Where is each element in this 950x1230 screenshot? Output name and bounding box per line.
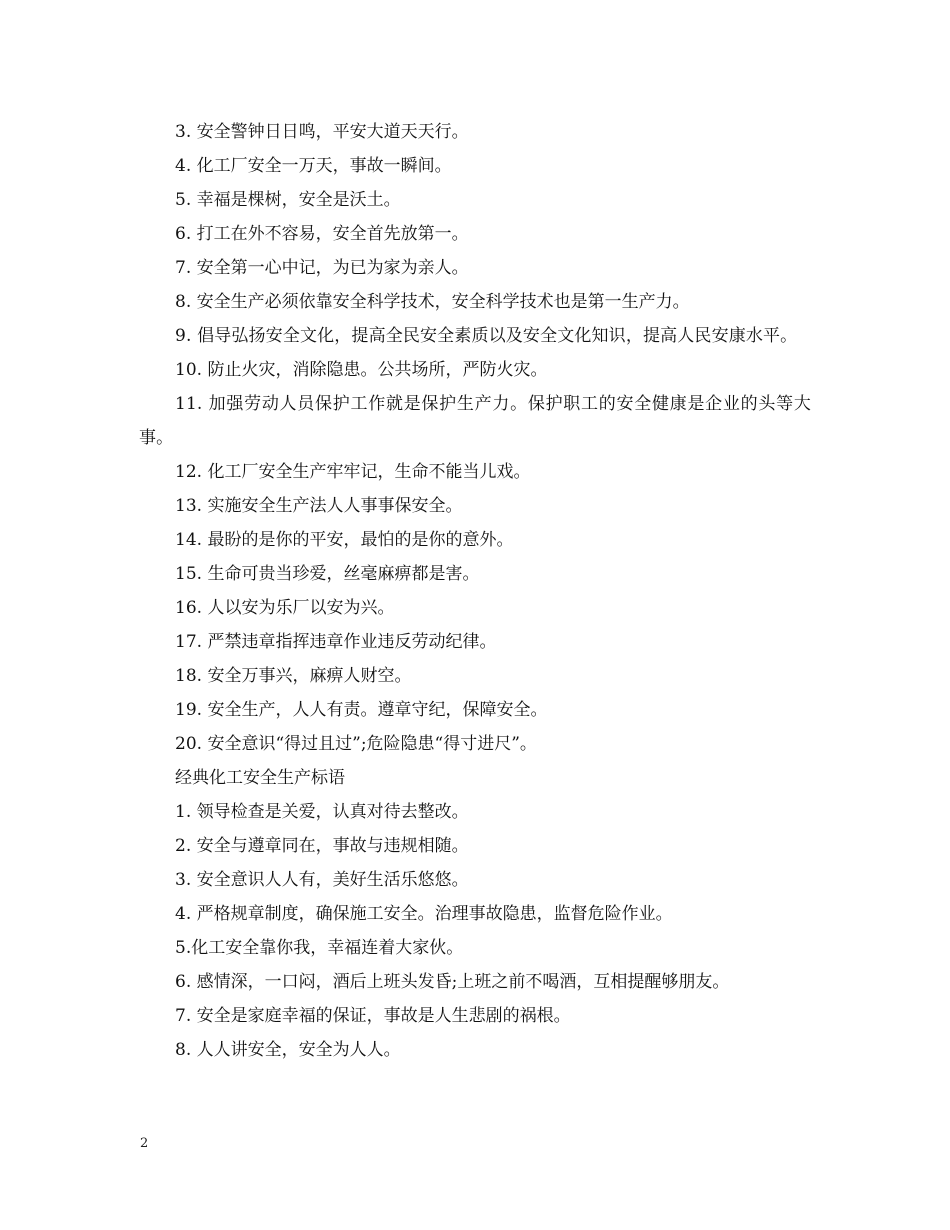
slogan-line: 7. 安全是家庭幸福的保证，事故是人生悲剧的祸根。 <box>175 1006 571 1026</box>
slogan-line: 3. 安全意识人人有，美好生活乐悠悠。 <box>175 870 469 890</box>
slogan-line: 6. 感情深，一口闷，酒后上班头发昏;上班之前不喝酒，互相提醒够朋友。 <box>175 972 730 992</box>
slogan-line: 7. 安全第一心中记，为已为家为亲人。 <box>175 258 469 278</box>
slogan-line: 15. 生命可贵当珍爱，丝毫麻痹都是害。 <box>175 564 480 584</box>
slogan-line: 14. 最盼的是你的平安，最怕的是你的意外。 <box>175 530 514 550</box>
slogan-line: 19. 安全生产，人人有责。遵章守纪，保障安全。 <box>175 700 548 720</box>
document-body <box>139 115 811 1067</box>
slogan-line: 6. 打工在外不容易，安全首先放第一。 <box>175 224 469 244</box>
slogan-line: 3. 安全警钟日日鸣，平安大道天天行。 <box>175 122 469 142</box>
slogan-line: 13. 实施安全生产法人人事事保安全。 <box>175 496 463 516</box>
slogan-line: 4. 严格规章制度，确保施工安全。治理事故隐患，监督危险作业。 <box>175 904 673 924</box>
page-number: 2 <box>140 1136 149 1151</box>
slogan-line: 17. 严禁违章指挥违章作业违反劳动纪律。 <box>175 632 497 652</box>
slogan-line: 20. 安全意识“得过且过”;危险隐患“得寸进尺”。 <box>175 734 537 754</box>
slogan-line: 5. 幸福是棵树，安全是沃土。 <box>175 190 401 210</box>
slogan-line: 2. 安全与遵章同在，事故与违规相随。 <box>175 836 469 856</box>
slogan-line: 8. 安全生产必须依靠安全科学技术，安全科学技术也是第一生产力。 <box>175 292 690 312</box>
slogan-line: 16. 人以安为乐厂以安为兴。 <box>175 598 395 618</box>
slogan-paragraph: 11. 加强劳动人员保护工作就是保护生产力。保护职工的安全健康是企业的头等大事。 <box>139 394 811 448</box>
slogan-line: 10. 防止火灾，消除隐患。公共场所，严防火灾。 <box>175 360 548 380</box>
slogan-line: 18. 安全万事兴，麻痹人财空。 <box>175 666 412 686</box>
slogan-paragraph: 9. 倡导弘扬安全文化，提高全民安全素质以及安全文化知识，提高人民安康水平。 <box>175 326 798 346</box>
slogan-line: 4. 化工厂安全一万天，事故一瞬间。 <box>175 156 452 176</box>
slogan-line: 8. 人人讲安全，安全为人人。 <box>175 1040 401 1060</box>
slogan-line: 12. 化工厂安全生产牢牢记，生命不能当儿戏。 <box>175 462 531 482</box>
slogan-line: 1. 领导检查是关爱，认真对待去整改。 <box>175 802 469 822</box>
section-heading: 经典化工安全生产标语 <box>175 768 345 788</box>
slogan-line: 5.化工安全靠你我，幸福连着大家伙。 <box>175 938 464 958</box>
